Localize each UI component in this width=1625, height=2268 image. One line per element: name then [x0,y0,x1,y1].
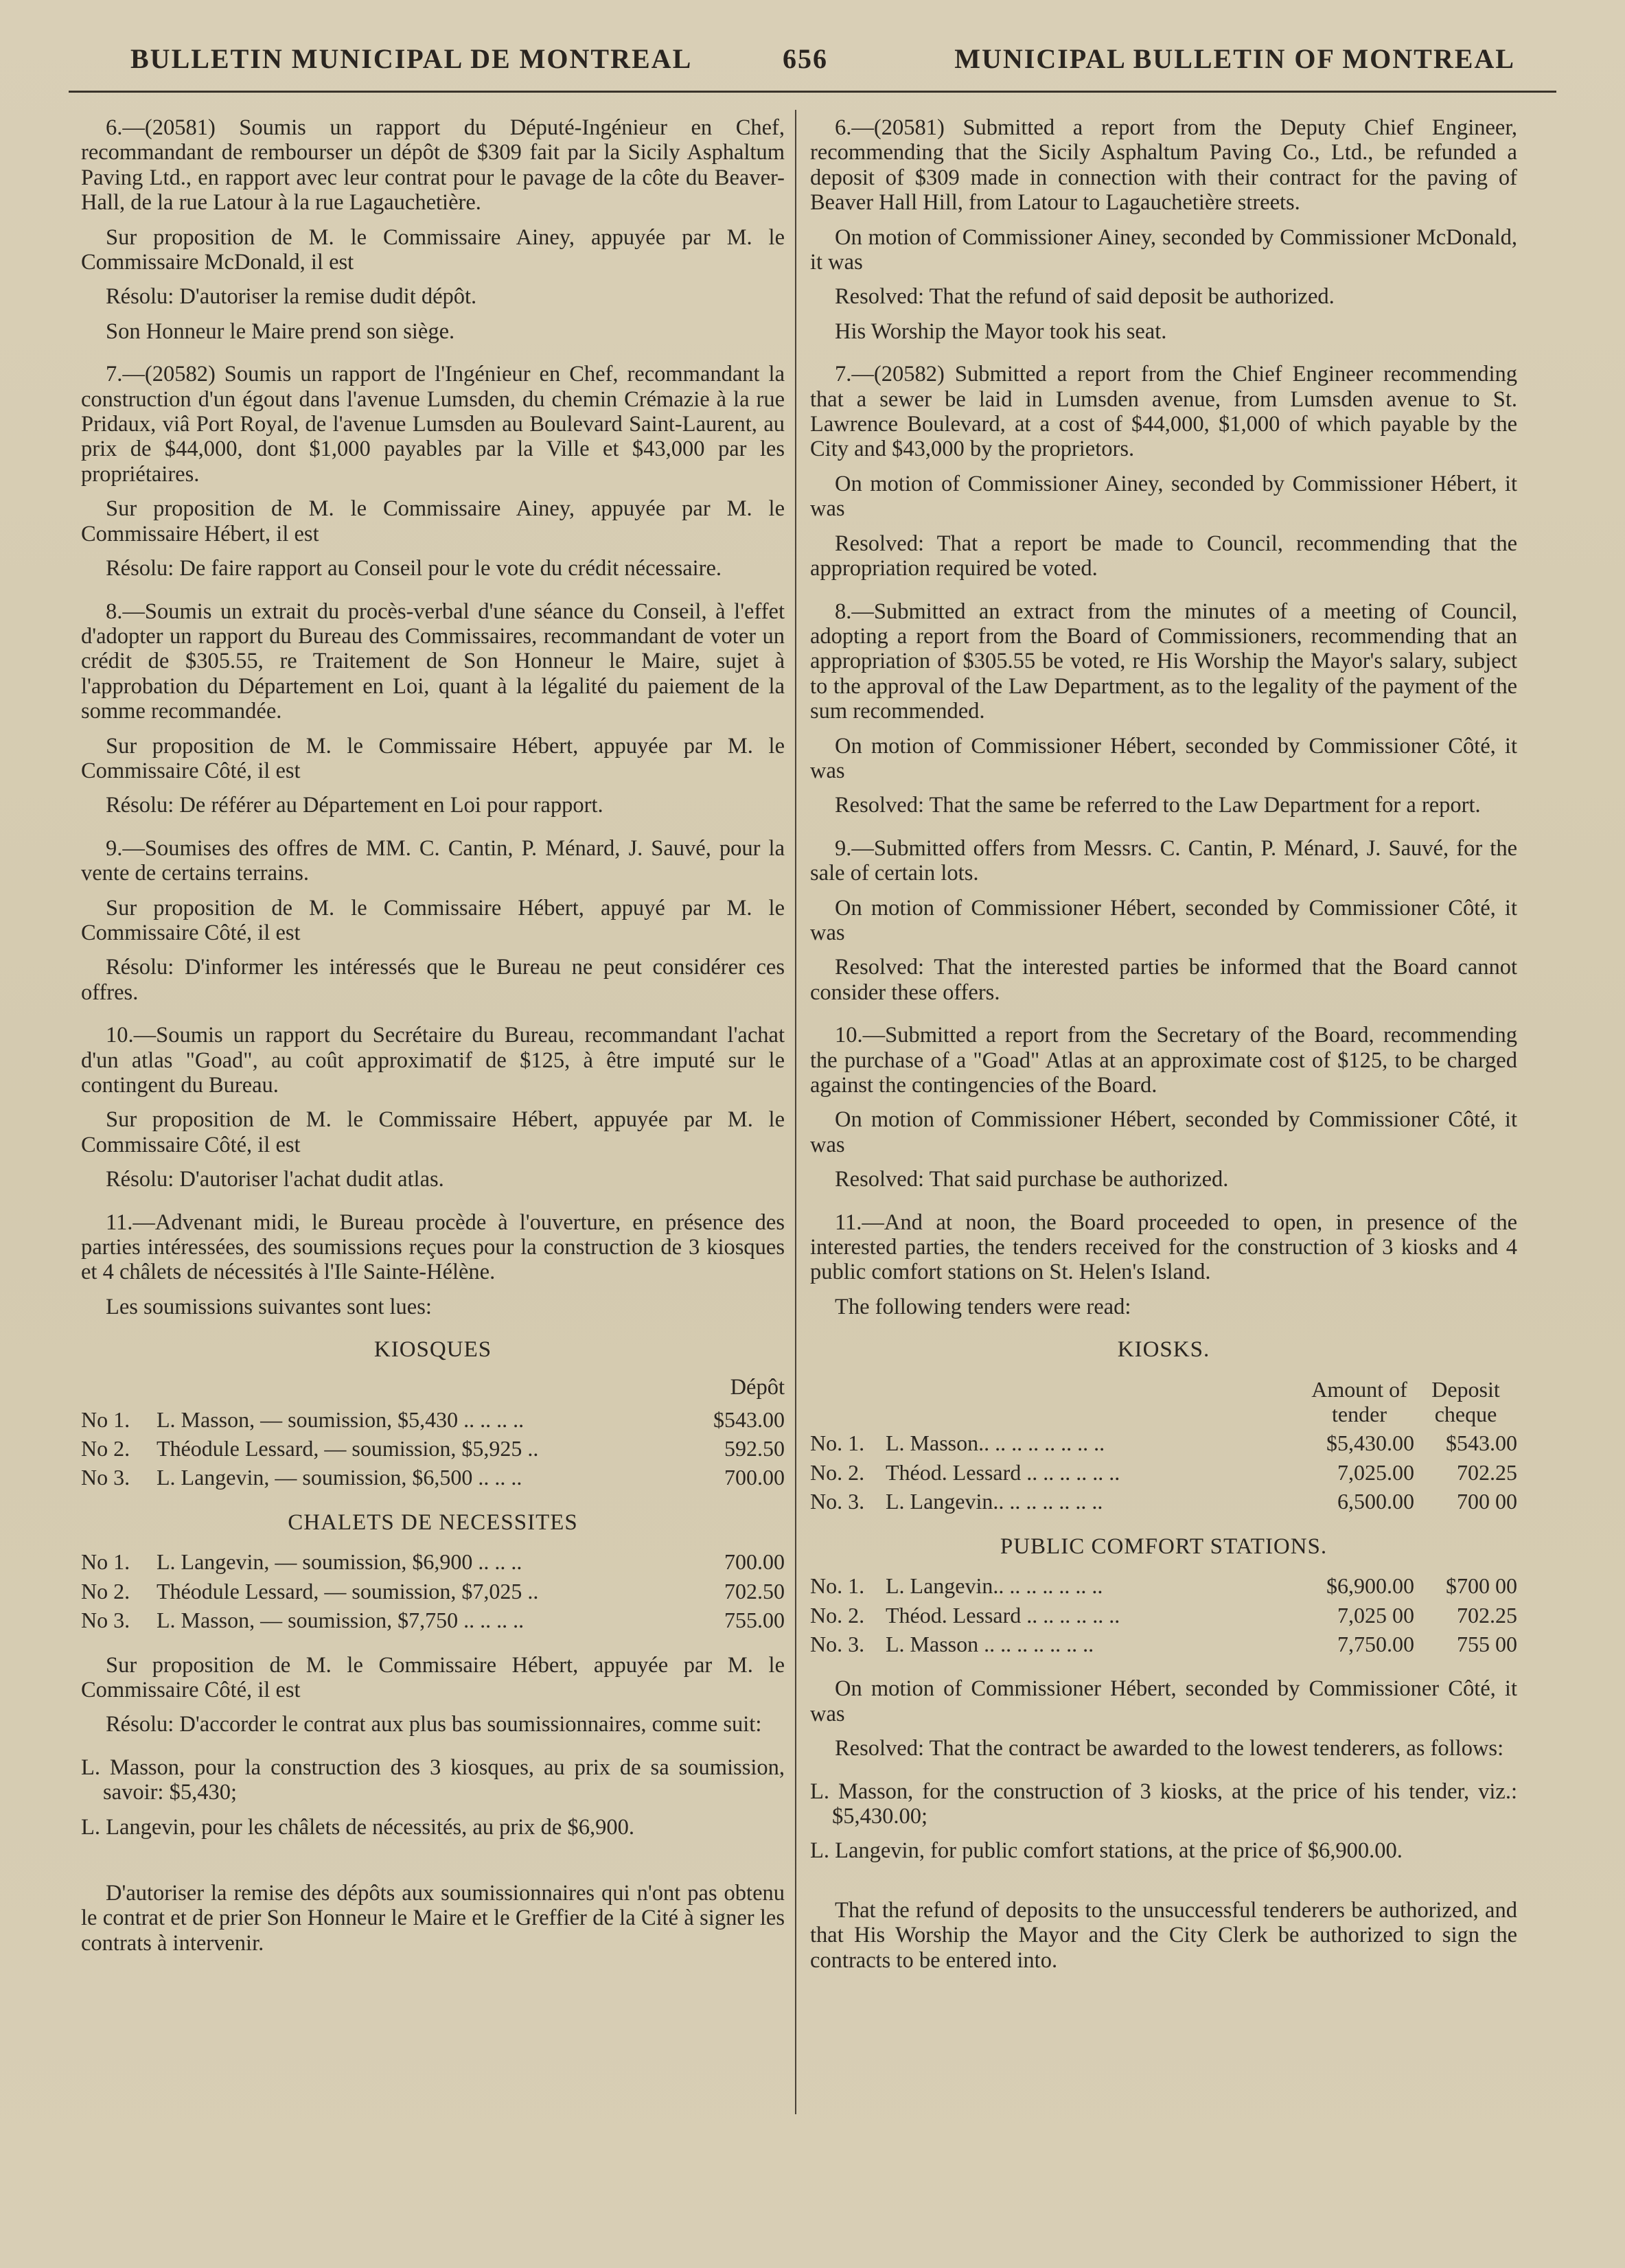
en-kiosk-table [810,1375,1517,1516]
fr-award-chalets: L. Langevin, pour les châlets de nécessités, au prix de $6,900. [81,1814,634,1840]
tender-description: L. Langevin.. .. .. .. .. .. .. [886,1573,1103,1599]
tender-amount: $5,430.00 [1326,1431,1414,1456]
en-comfort-table [810,1571,1517,1658]
fr-item-8-motion: Sur proposition de M. le Commissaire Hébert, appuyée par M. le Commissaire Côté, il est [81,733,785,783]
tender-deposit: 700.00 [724,1549,785,1575]
en-item-6: 6.—(20581) Submitted a report from the Deputy Chief Engineer, recommending that the Sicily Asphaltum Paving Co., Ltd., be refunded a deposit of $309 made in connection with their contract for the paving of Beaver Hall Hill, from Latour to Lagauchetière streets. [810,115,1517,216]
fr-item-8: 8.—Soumis un extrait du procès-verbal d'une séance du Conseil, à l'effet d'adopter un rapport du Bureau des Commissaires, recommandant de voter un crédit de $305.55, re Traitement de Son Honneur le Maire, sujet à l'approbation du Département en Loi, quant à la légalité du paiement de la somme recommandée. [81,599,785,724]
en-item-9: 9.—Submitted offers from Messrs. C. Cantin, P. Ménard, J. Sauvé, for the sale of certain lots. [810,835,1517,886]
tender-amount: 7,750.00 [1337,1631,1414,1656]
table-header-row [810,1375,1517,1429]
en-item-8: 8.—Submitted an extract from the minutes of a meeting of Council, adopting a report from the Board of Commissioners, recommending that an appropriation of $305.55 be voted, re His Worship the Mayor's salary, subject to the approval of the Law Department, as to the legality of the payment of the sum recommended. [810,599,1517,724]
tender-number: No 3. [81,1465,130,1490]
tender-description: L. Langevin, — soumission, $6,900 .. .. .. [157,1549,522,1575]
en-item-10: 10.—Submitted a report from the Secretary of the Board, recommending the purchase of a "Goad" Atlas at an approximate cost of $125, to be charged against the contingencies of the Board. [810,1023,1517,1098]
fr-kiosk-table [81,1405,785,1492]
table-row [810,1458,1517,1487]
tender-amount: 7,025.00 [1337,1459,1414,1485]
fr-item-10-resolution: Résolu: D'autoriser l'achat dudit atlas. [106,1167,444,1192]
table-row [810,1571,1517,1600]
tender-description: Théod. Lessard .. .. .. .. .. .. [886,1602,1120,1628]
fr-item-9: 9.—Soumises des offres de MM. C. Cantin, P. Ménard, J. Sauvé, pour la vente de certains terrains. [81,835,785,886]
fr-item-6: 6.—(20581) Soumis un rapport du Député-Ingénieur en Chef, recommandant de rembourser un dépôt de $309 fait par la Sicily Asphaltum Paving Ltd., en rapport avec leur contrat pour le pavage de la côte du Beaver-Hall, de la rue Latour à la rue Lagauchetière. [81,115,785,216]
en-mayor-seat: His Worship the Mayor took his seat. [835,319,1167,344]
fr-item-6-motion: Sur proposition de M. le Commissaire Ainey, appuyée par M. le Commissaire McDonald, il est [81,224,785,275]
en-refund: That the refund of deposits to the unsuccessful tenderers be authorized, and that His Worship the Mayor and the City Clerk be authorized to sign the contracts to be entered into. [810,1897,1517,1973]
en-item-10-motion: On motion of Commissioner Hébert, seconded by Commissioner Côté, it was [810,1107,1517,1157]
tender-deposit: 702.25 [1457,1459,1517,1485]
en-award-comfort-stations: L. Langevin, for public comfort stations, at the price of $6,900.00. [810,1838,1403,1864]
tender-number: No. 3. [810,1631,865,1656]
table-row [81,1405,785,1434]
tender-deposit: 700 00 [1457,1489,1517,1514]
tender-number: No 2. [81,1436,130,1461]
en-tenders-read: The following tenders were read: [835,1294,1131,1319]
tender-deposit: 702.50 [724,1578,785,1604]
fr-item-7: 7.—(20582) Soumis un rapport de l'Ingénieur en Chef, recommandant la construction d'un égout dans l'avenue Lumsden, du chemin Crémazie à la rue Pridaux, viâ Port Royal, de l'avenue Lumsden au Boulevard Saint-Laurent, au prix de $44,000, dont $1,000 payables par la Ville et $43,000 par les propriétaires. [81,362,785,487]
table-row [81,1577,785,1606]
fr-refund: D'autoriser la remise des dépôts aux soumissionnaires qui n'ont pas obtenu le contrat et de prier Son Honneur le Maire et le Greffier de la Cité à signer les contrats à intervenir. [81,1880,785,1956]
header-rule [69,91,1556,93]
table-row [81,1434,785,1463]
header-english-title: MUNICIPAL BULLETIN OF MONTREAL [954,43,1515,74]
tender-deposit: $700 00 [1446,1573,1517,1599]
tender-deposit: $543.00 [1446,1431,1517,1456]
fr-item-10-motion: Sur proposition de M. le Commissaire Hébert, appuyée par M. le Commissaire Côté, il est [81,1107,785,1157]
tender-deposit: $543.00 [713,1407,785,1432]
deposit-header: Deposit cheque [1431,1376,1500,1427]
tender-number: No 1. [81,1407,130,1432]
en-item-10-resolution: Resolved: That said purchase be authorized. [835,1167,1229,1192]
en-kiosk-heading: KIOSKS. [1117,1337,1210,1363]
page-number: 656 [783,43,828,74]
en-award-kiosks: L. Masson, for the construction of 3 kiosks, at the price of his tender, viz.: $5,430.00; [810,1779,1517,1829]
tender-description: Théodule Lessard, — soumission, $5,925 .. [157,1436,539,1461]
table-row [81,1606,785,1634]
table-row [81,1463,785,1492]
tender-description: Théod. Lessard .. .. .. .. .. .. [886,1459,1120,1485]
tender-deposit: 702.25 [1457,1602,1517,1628]
en-item-7-resolution: Resolved: That a report be made to Council, recommending that the appropriation required be voted. [810,531,1517,581]
tender-deposit: 592.50 [724,1436,785,1461]
table-row [810,1487,1517,1516]
fr-deposit-header: Dépôt [730,1374,785,1400]
en-item-11: 11.—And at noon, the Board proceeded to open, in presence of the interested parties, the tenders received for the construction of 3 kiosks and 4 public comfort stations on St. Helen's Island. [810,1210,1517,1285]
fr-tenders-read: Les soumissions suivantes sont lues: [106,1294,432,1319]
table-row [81,1547,785,1576]
fr-item-6-resolution: Résolu: D'autoriser la remise dudit dépôt. [106,284,477,310]
fr-chalet-heading: CHALETS DE NECESSITES [288,1509,578,1535]
header-french-title: BULLETIN MUNICIPAL DE MONTREAL [130,43,693,74]
fr-mayor-seat: Son Honneur le Maire prend son siège. [106,319,455,344]
tender-description: L. Langevin.. .. .. .. .. .. .. [886,1489,1103,1514]
en-item-7-motion: On motion of Commissioner Ainey, seconded by Commissioner Hébert, it was [810,471,1517,522]
tender-number: No. 3. [810,1489,865,1514]
french-column [81,115,785,1965]
tender-number: No. 1. [810,1431,865,1456]
fr-item-11: 11.—Advenant midi, le Bureau procède à l'ouverture, en présence des parties intéressées, des soumissions reçues pour la construction de 3 kiosques et 4 châlets de nécessités à l'Ile Sainte-Hélène. [81,1210,785,1285]
fr-kiosk-heading: KIOSQUES [373,1337,492,1363]
tender-description: L. Masson, — soumission, $7,750 .. .. .. .. [157,1608,525,1633]
tender-amount: 6,500.00 [1337,1489,1414,1514]
tender-description: L. Masson, — soumission, $5,430 .. .. .. .. [157,1407,525,1432]
fr-item-9-resolution: Résolu: D'informer les intéressés que le Bureau ne peut considérer ces offres. [81,955,785,1005]
tender-description: L. Masson .. .. .. .. .. .. .. [886,1631,1094,1656]
tender-deposit: 755.00 [724,1608,785,1633]
tender-amount: $6,900.00 [1326,1573,1414,1599]
fr-final-motion: Sur proposition de M. le Commissaire Hébert, appuyée par M. le Commissaire Côté, il est [81,1652,785,1702]
en-item-9-motion: On motion of Commissioner Hébert, seconded by Commissioner Côté, it was [810,895,1517,945]
tender-description: L. Langevin, — soumission, $6,500 .. .. .. [157,1465,522,1490]
tender-number: No 3. [81,1608,130,1633]
en-comfort-heading: PUBLIC COMFORT STATIONS. [1000,1534,1328,1559]
tender-number: No. 1. [810,1573,865,1599]
en-item-8-resolution: Resolved: That the same be referred to the Law Department for a report. [835,793,1481,818]
fr-item-7-motion: Sur proposition de M. le Commissaire Ainey, appuyée par M. le Commissaire Hébert, il est [81,496,785,546]
fr-item-9-motion: Sur proposition de M. le Commissaire Hébert, appuyé par M. le Commissaire Côté, il est [81,895,785,945]
column-divider [795,110,796,2114]
table-row [810,1630,1517,1658]
english-column [810,115,1517,1982]
en-item-7: 7.—(20582) Submitted a report from the Chief Engineer recommending that a sewer be laid in Lumsden avenue, from Lumsden avenue to St. Lawrence Boulevard, at a cost of $44,000, $1,000 of which payable by the City and $43,000 by the proprietors. [810,362,1517,462]
fr-item-10: 10.—Soumis un rapport du Secrétaire du Bureau, recommandant l'achat d'un atlas "Goad", au coût approximatif de $125, à être imputé sur le contingent du Bureau. [81,1023,785,1098]
fr-item-7-resolution: Résolu: De faire rapport au Conseil pour le vote du crédit nécessaire. [106,556,722,581]
tender-number: No. 2. [810,1459,865,1485]
en-item-8-motion: On motion of Commissioner Hébert, seconded by Commissioner Côté, it was [810,733,1517,783]
table-row [810,1428,1517,1457]
en-final-motion: On motion of Commissioner Hébert, seconded by Commissioner Côté, it was [810,1676,1517,1726]
tender-deposit: 700.00 [724,1465,785,1490]
fr-final-resolution: Résolu: D'accorder le contrat aux plus bas soumissionnaires, comme suit: [106,1712,762,1737]
fr-chalet-table [81,1547,785,1634]
en-item-6-motion: On motion of Commissioner Ainey, seconded by Commissioner McDonald, it was [810,224,1517,275]
tender-number: No 2. [81,1578,130,1604]
tender-description: Théodule Lessard, — soumission, $7,025 .. [157,1578,539,1604]
tender-number: No. 2. [810,1602,865,1628]
en-item-6-resolution: Resolved: That the refund of said deposit be authorized. [835,284,1335,310]
page-header [130,36,1515,84]
amount-header: Amount of tender [1311,1376,1407,1427]
tender-deposit: 755 00 [1457,1631,1517,1656]
en-final-resolution: Resolved: That the contract be awarded to the lowest tenderers, as follows: [835,1736,1504,1761]
tender-amount: 7,025 00 [1337,1602,1414,1628]
tender-number: No 1. [81,1549,130,1575]
en-item-9-resolution: Resolved: That the interested parties be informed that the Board cannot consider these offers. [810,955,1517,1005]
tender-description: L. Masson.. .. .. .. .. .. .. .. [886,1431,1105,1456]
fr-item-8-resolution: Résolu: De référer au Département en Loi pour rapport. [106,793,603,818]
fr-award-kiosks: L. Masson, pour la construction des 3 kiosques, au prix de sa soumission, savoir: $5,430; [81,1755,785,1805]
table-row [810,1601,1517,1630]
